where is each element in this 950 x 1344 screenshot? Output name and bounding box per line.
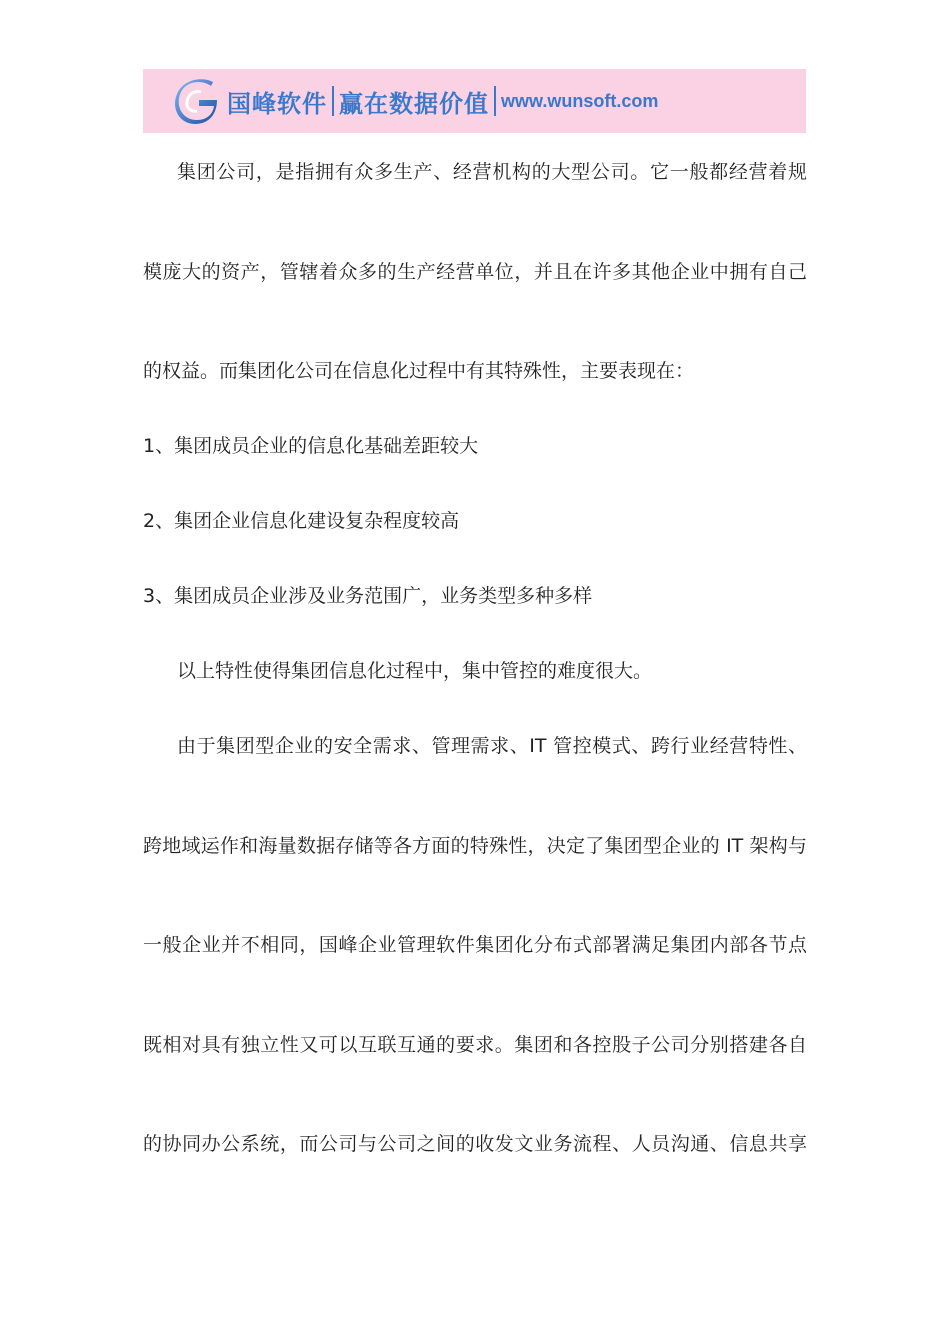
list-item: 3、集团成员企业涉及业务范围广，业务类型多种多样 [143, 585, 593, 607]
paragraph-line: 以上特性使得集团信息化过程中，集中管控的难度很大。 [177, 660, 653, 682]
list-item: 1、集团成员企业的信息化基础差距较大 [143, 435, 479, 457]
paragraph-line: 由于集团型企业的安全需求、管理需求、IT 管控模式、跨行业经营特性、 [177, 735, 807, 757]
paragraph-line: 跨地域运作和海量数据存储等各方面的特殊性，决定了集团型企业的 IT 架构与 [143, 835, 807, 857]
paragraph-line: 模庞大的资产，管辖着众多的生产经营单位，并且在许多其他企业中拥有自己 [143, 261, 807, 283]
paragraph-line: 一般企业并不相同，国峰企业管理软件集团化分布式部署满足集团内部各节点 [143, 934, 807, 956]
header-banner [143, 69, 806, 133]
list-item: 2、集团企业信息化建设复杂程度较高 [143, 510, 460, 532]
banner-divider [494, 86, 496, 116]
paragraph-line: 既相对具有独立性又可以互联互通的要求。集团和各控股子公司分别搭建各自 [143, 1034, 807, 1056]
paragraph-line: 的协同办公系统，而公司与公司之间的收发文业务流程、人员沟通、信息共享 [143, 1133, 807, 1155]
paragraph-line: 的权益。而集团化公司在信息化过程中有其特殊性，主要表现在： [143, 360, 695, 382]
brand-text-group [227, 69, 658, 133]
wunsoft-g-logo-icon [173, 78, 219, 124]
brand-name: 国峰软件 [227, 89, 327, 118]
brand-slogan: 赢在数据价值 [339, 89, 489, 118]
site-url-link[interactable]: www.wunsoft.com [501, 90, 659, 111]
paragraph-line: 集团公司，是指拥有众多生产、经营机构的大型公司。它一般都经营着规 [177, 161, 807, 183]
banner-divider [332, 86, 334, 116]
